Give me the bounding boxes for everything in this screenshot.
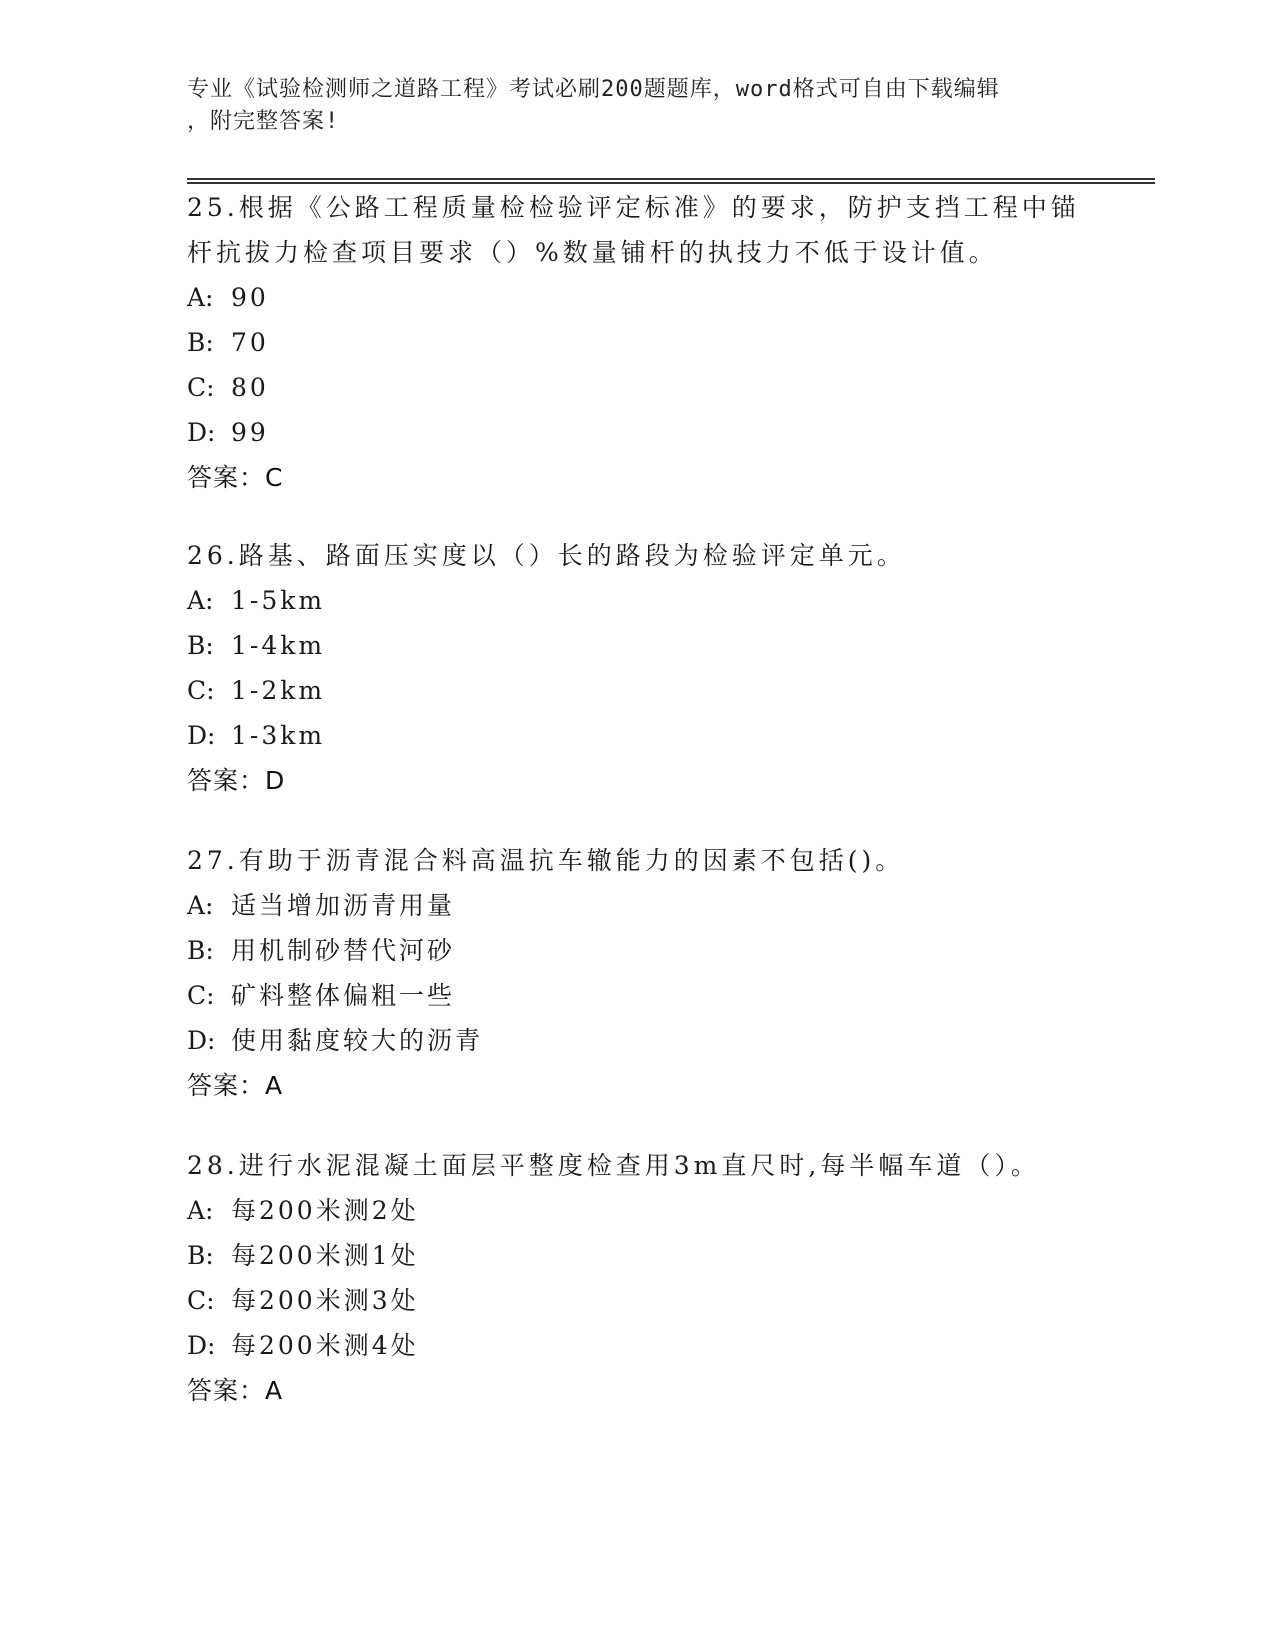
option-b	[187, 1233, 1087, 1278]
option-letter: B:	[187, 1241, 214, 1270]
option-b	[187, 928, 1087, 973]
option-text: 1-4km	[231, 631, 326, 660]
option-a	[187, 578, 1087, 623]
option-a	[187, 883, 1087, 928]
option-letter: B:	[187, 328, 214, 357]
option-letter: C:	[187, 373, 215, 402]
option-text: 70	[231, 328, 269, 357]
option-letter: D:	[187, 721, 216, 750]
option-a	[187, 1188, 1087, 1233]
option-letter: C:	[187, 981, 215, 1010]
question-25	[187, 185, 1087, 500]
question-26	[187, 533, 1087, 803]
option-text: 矿料整体偏粗一些	[231, 981, 456, 1010]
option-text: 每200米测1处	[231, 1241, 419, 1270]
option-a	[187, 275, 1087, 320]
question-stem-line: 28.进行水泥混凝土面层平整度检查用3m直尺时,每半幅车道（）。	[187, 1151, 1040, 1180]
option-c	[187, 668, 1087, 713]
answer-line: 答案：C	[187, 463, 284, 492]
option-text: 适当增加沥青用量	[231, 891, 456, 920]
option-text: 用机制砂替代河砂	[231, 936, 456, 965]
option-letter: B:	[187, 936, 214, 965]
question-stem-line: 27.有助于沥青混合料高温抗车辙能力的因素不包括()。	[187, 846, 905, 875]
question-28	[187, 1143, 1087, 1413]
option-text: 99	[231, 418, 269, 447]
question-stem-line: 杆抗拔力检查项目要求（）%数量铺杆的执技力不低于设计值。	[187, 238, 998, 267]
option-text: 每200米测2处	[231, 1196, 419, 1225]
option-letter: B:	[187, 631, 214, 660]
option-letter: A:	[187, 891, 214, 920]
option-text: 使用黏度较大的沥青	[231, 1026, 484, 1055]
option-text: 每200米测4处	[231, 1331, 419, 1360]
option-b	[187, 320, 1087, 365]
option-c	[187, 365, 1087, 410]
question-stem-line: 26.路基、路面压实度以（）长的路段为检验评定单元。	[187, 541, 906, 570]
option-d	[187, 1018, 1087, 1063]
option-letter: C:	[187, 676, 215, 705]
header-line-2: ，附完整答案!	[187, 109, 340, 134]
option-letter: A:	[187, 586, 214, 615]
option-letter: C:	[187, 1286, 215, 1315]
header-divider	[187, 178, 1155, 184]
option-c	[187, 973, 1087, 1018]
option-text: 1-3km	[231, 721, 326, 750]
answer-line: 答案：A	[187, 1071, 284, 1100]
option-letter: D:	[187, 418, 216, 447]
option-text: 1-5km	[231, 586, 326, 615]
document-header	[187, 74, 1087, 138]
option-letter: D:	[187, 1331, 216, 1360]
option-text: 90	[231, 283, 269, 312]
option-text: 80	[231, 373, 269, 402]
option-letter: D:	[187, 1026, 216, 1055]
option-letter: A:	[187, 283, 214, 312]
option-d	[187, 1323, 1087, 1368]
option-d	[187, 410, 1087, 455]
option-d	[187, 713, 1087, 758]
answer-line: 答案：D	[187, 766, 286, 795]
question-stem-line: 25.根据《公路工程质量检检验评定标准》的要求，防护支挡工程中锚	[187, 193, 1080, 222]
option-b	[187, 623, 1087, 668]
option-c	[187, 1278, 1087, 1323]
header-line-1: 专业《试验检测师之道路工程》考试必刷200题题库，word格式可自由下载编辑	[187, 77, 1000, 102]
option-text: 1-2km	[231, 676, 326, 705]
question-27	[187, 838, 1087, 1108]
option-letter: A:	[187, 1196, 214, 1225]
option-text: 每200米测3处	[231, 1286, 419, 1315]
answer-line: 答案：A	[187, 1376, 284, 1405]
